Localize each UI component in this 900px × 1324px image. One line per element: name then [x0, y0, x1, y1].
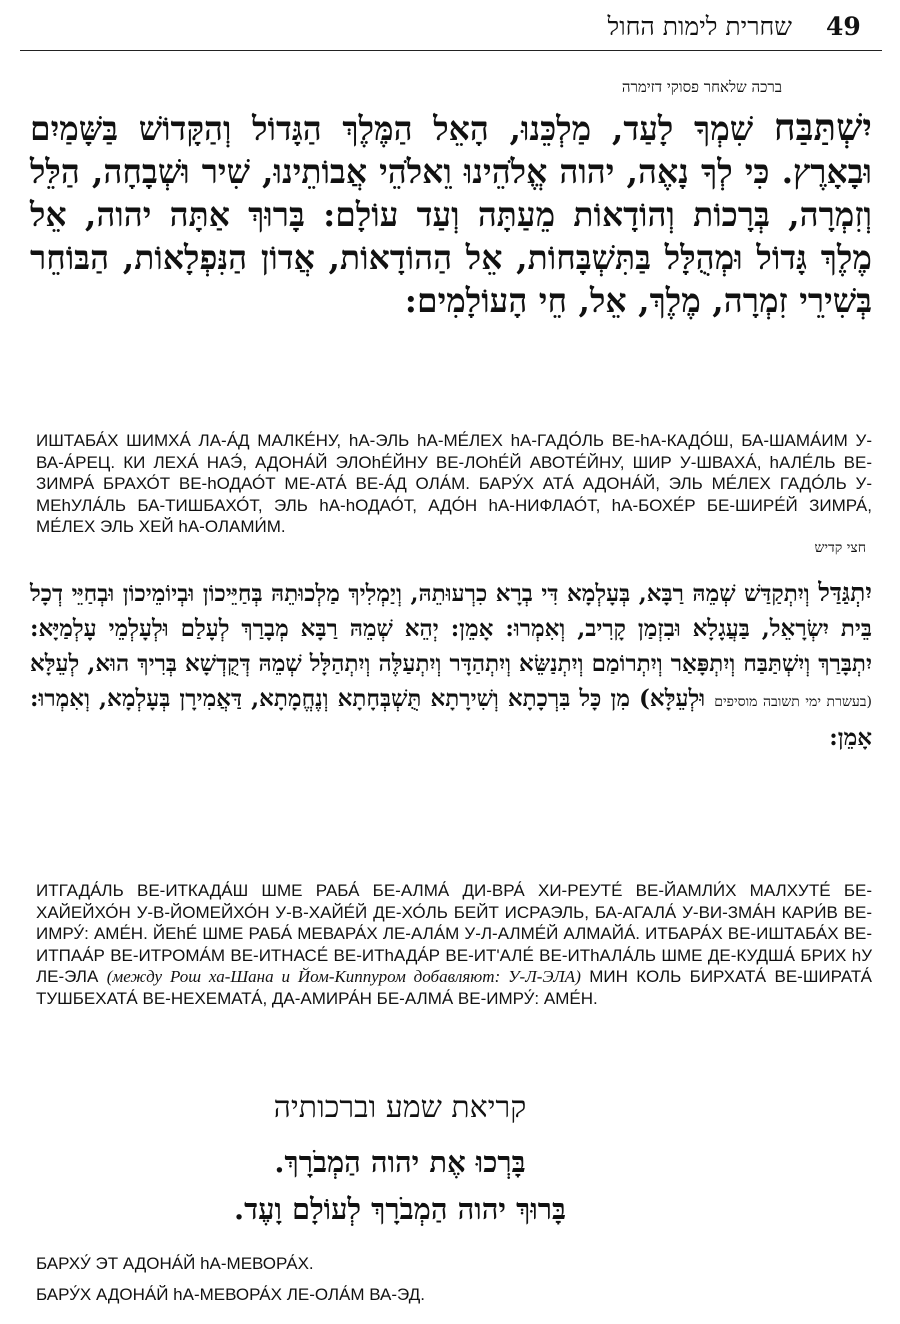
page-number: 49 [826, 12, 861, 41]
section-label-yishtabach: ברכה שלאחר פסוקי דזימרה [621, 78, 782, 96]
running-header [0, 8, 900, 48]
transliteration-kaddish [36, 880, 872, 1010]
header-rule [20, 50, 882, 51]
hebrew-inline-note: (בעשרת ימי תשובה מוסיפים [714, 694, 872, 710]
hebrew-paragraph-yishtabach [30, 106, 872, 322]
translit-text: ИТГАДА́ЛЬ ВЕ-ИТКАДА́Ш ШМЕ РАБА́ БЕ-АЛМА́ ДИ-ВРА́ ХИ-РЕУТЕ́ ВЕ-ЙАМЛИ́Х МАЛХУТЕ́ БЕ-ХАЙЕЙХО́Н У-В-ЙОМЕЙХО́Н У-В-ХАЙЕ́Й ДЕ-ХО́ЛЬ БЕЙТ ИСРАЭЛЬ, БА-АГАЛА́ У-ВИ-ЗМА́Н КАРИ́В ВЕ-ИМРУ́: АМЕ́Н. ЙЕhЕ́ ШМЕ РАБА́ МЕВАРА́Х ЛЕ-АЛА́М У-Л-АЛМЕ́Й АЛМАЙА́. ИТБАРА́Х ВЕ-ИШТАБА́Х ВЕ-ИТПАА́Р ВЕ-ИТРОМА́М ВЕ-ИТНАСЕ́ ВЕ-ИТhАДА́Р ВЕ-ИТ'АЛЕ́ ВЕ-ИТhАЛА́ЛЬ ШМЕ ДЕ-КУДША́ БРИХ hУ ЛЕ-ЭЛА [36, 881, 872, 987]
running-title: שחרית לימות החול [607, 12, 792, 41]
translit-text-2: МИН КОЛЬ БИРХАТА́ ВЕ-ШИРАТА́ ТУШБЕХАТА́ ВЕ-НЕХЕМАТА́, ДА-АМИРА́Н БЕ-АЛМА́ ВЕ-ИМРУ́: АМЕ́Н. [36, 967, 872, 1008]
barchu-translit-1: БАРХУ́ ЭТ АДОНА́Й hА-МЕВОРА́Х. [36, 1254, 314, 1273]
hebrew-first-word: יִשְׁתַּבַּח [773, 105, 872, 149]
translit-note: (между Рош ха-Шана и Йом-Киппуром добавляют: У-Л-ЭЛА) [106, 967, 581, 987]
hebrew-body-text-2: וּלְעֵלָּא) מִן כָּל בִּרְכָתָא וְשִׁירָתָא תֻּשְׁבְּחָתָא וְנֶחֱמָתָא, דַּאֲמִירָן בְּעָלְמָא, וְאִמְרוּ: אָמֵן: [30, 685, 872, 751]
section-label-half-kaddish: חצי קדיש [814, 540, 866, 556]
hebrew-body-text: וְיִתְקַדַּשׁ שְׁמֵהּ רַבָּא, בְּעָלְמָא דִּי בְרָא כִרְעוּתֵהּ, וְיַמְלִיךְ מַלְכוּתֵהּ בְּחַיֵּיכוֹן וּבְיוֹמֵיכוֹן וּבְחַיֵּי דְכָל בֵּית יִשְׂרָאֵל, בַּעֲגָלָא וּבִזְמַן קָרִיב, וְאִמְרוּ: אָמֵן: יְהֵא שְׁמֵהּ רַבָּא מְבָרַךְ לְעָלַם וּלְעָלְמֵי עָלְמַיָּא: יִתְבָּרַךְ וְיִשְׁתַּבַּח וְיִתְפָּאַר וְיִתְרוֹמַם וְיִתְנַשֵּׂא וְיִתְהַדָּר וְיִתְעַלֶּה וְיִתְהַלָּל שְׁמֵהּ דְּקֻדְשָׁא בְּרִיךְ הוּא, לְעֵלָּא [30, 580, 872, 677]
hebrew-paragraph-kaddish [30, 575, 872, 755]
barchu-line-1: בָּרְכוּ אֶת יהוה הַמְבֹרָךְ. [274, 1145, 526, 1179]
section-heading-shema: קריאת שמע וברכותיה [273, 1090, 527, 1125]
hebrew-body-text: שִׁמְךָ לָעַד, מַלְכֵּנוּ, הָאֵל הַמֶּלֶךְ הַגָּדוֹל וְהַקָּדוֹשׁ בַּשָּׁמַיִם וּבָאָרֶץ. כִּי לְךָ נָאֶה, יהוה אֱלֹהֵינוּ וֵאלֹהֵי אֲבוֹתֵינוּ, שִׁיר וּשְׁבָחָה, הַלֵּל וְזִמְרָה, בְּרָכוֹת וְהוֹדָאוֹת מֵעַתָּה וְעַד עוֹלָם: בָּרוּךְ אַתָּה יהוה, אֵל מֶלֶךְ גָּדוֹל וּמְהֻלָּל בַּתִּשְׁבָּחוֹת, אֵל הַהוֹדָאוֹת, אֲדוֹן הַנִּפְלָאוֹת, הַבּוֹחֵר בְּשִׁירֵי זִמְרָה, מֶלֶךְ, אֵל, חֵי הָעוֹלָמִים: [30, 109, 872, 320]
transliteration-yishtabach: ИШТАБА́Х ШИМХА́ ЛА-А́Д МАЛКЕ́НУ, hА-ЭЛЬ hА-МЕ́ЛЕХ hА-ГАДО́ЛЬ ВЕ-hА-КАДО́Ш, БА-ШАМА́ИМ У-ВА-А́РЕЦ. КИ ЛЕХА́ НАЭ́, АДОНА́Й ЭЛОhЕ́ЙНУ ВЕ-ЛОhЕ́Й АВОТЕ́ЙНУ, ШИР У-ШВАХА́, hАЛЕ́ЛЬ ВЕ-ЗИМРА́ БРАХО́Т ВЕ-hОДАО́Т МЕ-АТА́ ВЕ-А́Д ОЛА́М. БАРУ́Х АТА́ АДОНА́Й, ЭЛЬ МЕ́ЛЕХ ГАДО́ЛЬ У-МЕhУЛА́ЛЬ БА-ТИШБАХО́Т, ЭЛЬ hА-hОДАО́Т, АДО́Н hА-НИФЛАО́Т, hА-БОХЕ́Р БЕ-ШИРЕ́Й ЗИМРА́, МЕ́ЛЕХ ЭЛЬ ХЕЙ hА-ОЛАМИ́М. [36, 431, 872, 536]
hebrew-first-word: יִתְגַּדַּל [818, 578, 872, 607]
barchu-translit-2: БАРУ́Х АДОНА́Й hА-МЕВОРА́Х ЛЕ-ОЛА́М ВА-ЭД. [36, 1285, 425, 1304]
barchu-line-2: בָּרוּךְ יהוה הַמְבֹרָךְ לְעוֹלָם וָעֶד. [234, 1192, 566, 1226]
